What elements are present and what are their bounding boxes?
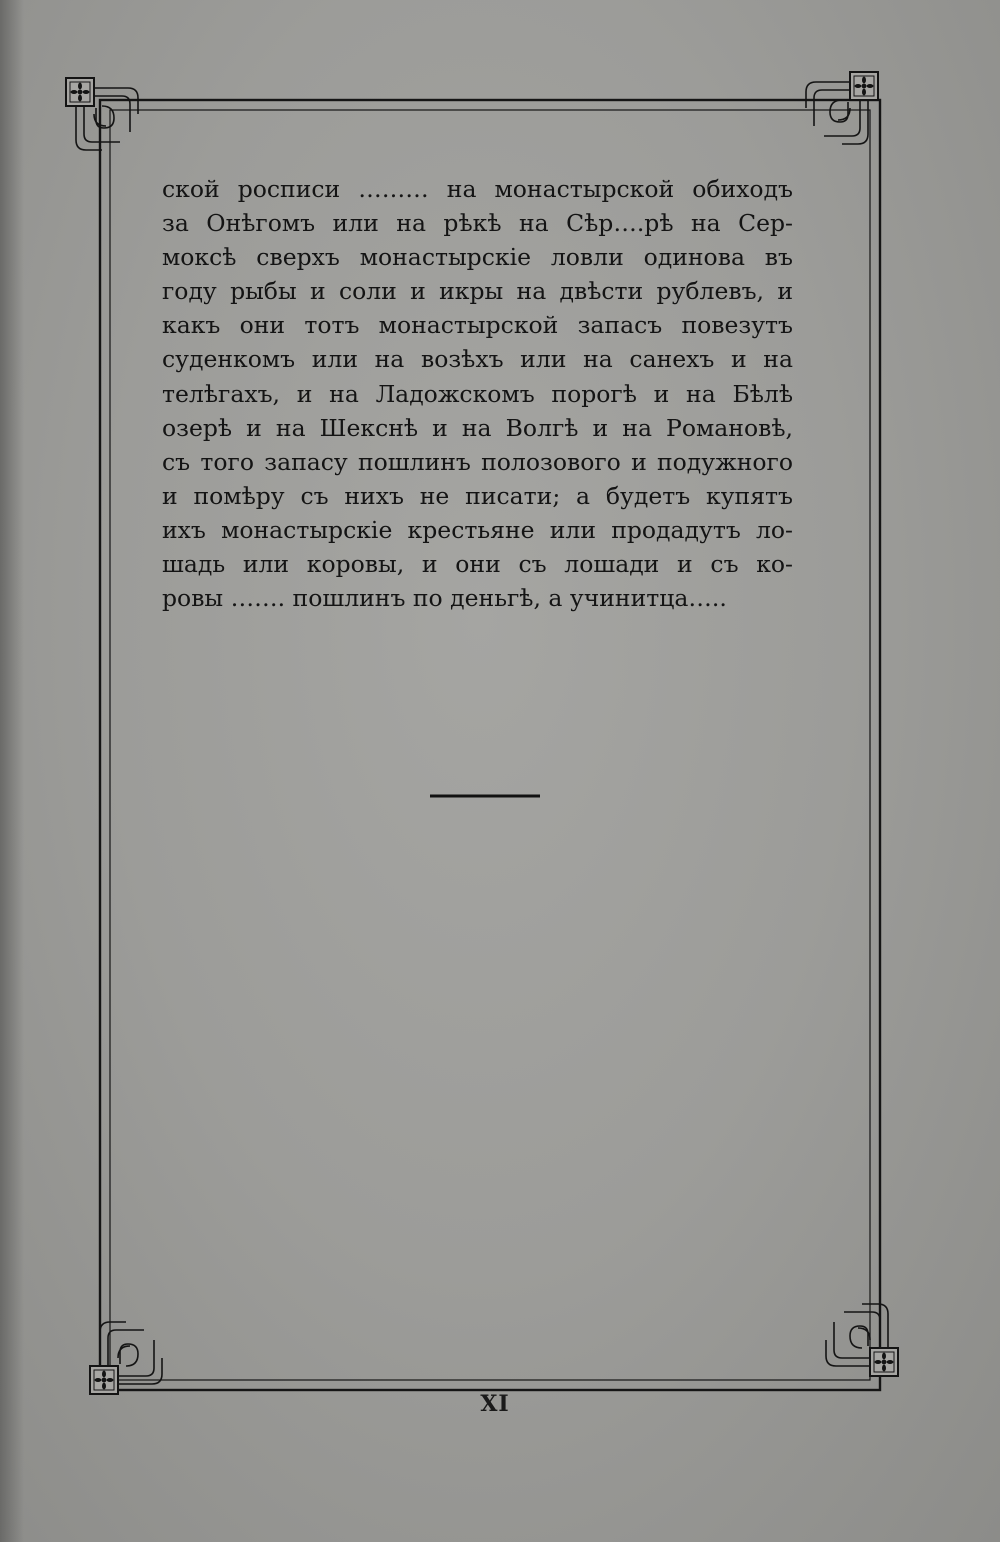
page-number: XI xyxy=(480,1391,510,1417)
text-line: за Онѣгомъ или на рѣкѣ на Сѣр….рѣ на Сер- xyxy=(162,209,793,238)
text-line: озерѣ и на Шекснѣ и на Волгѣ и на Романовѣ, xyxy=(162,413,793,442)
body-text xyxy=(162,172,793,615)
corner-ornament-top-left xyxy=(66,78,138,150)
text-line: съ того запасу пошлинъ полозового и подужного xyxy=(162,447,793,476)
text-line: какъ они тотъ монастырской запасъ повезутъ xyxy=(162,311,793,340)
text-line: телѣгахъ, и на Ладожскомъ порогѣ и на Бѣлѣ xyxy=(162,379,793,408)
text-line: ихъ монастырскіе крестьяне или продадутъ ло- xyxy=(162,515,793,544)
text-line: году рыбы и соли и икры на двѣсти рублевъ, и xyxy=(162,277,793,306)
text-line: суденкомъ или на возѣхъ или на санехъ и на xyxy=(162,345,793,374)
text-line: и помѣру съ нихъ не писати; а будетъ купятъ xyxy=(162,481,793,510)
text-line: ской росписи ……… на монастырской обиходъ xyxy=(162,175,793,203)
corner-ornament-top-right xyxy=(806,72,878,144)
text-line: ровы ……. пошлинъ по деньгѣ, а учинитца….. xyxy=(162,584,727,613)
text-line: моксѣ сверхъ монастырскіе ловли одинова въ xyxy=(162,243,793,272)
text-line: шадь или коровы, и они съ лошади и съ ко- xyxy=(162,550,793,579)
corner-ornament-bottom-right xyxy=(826,1304,898,1376)
